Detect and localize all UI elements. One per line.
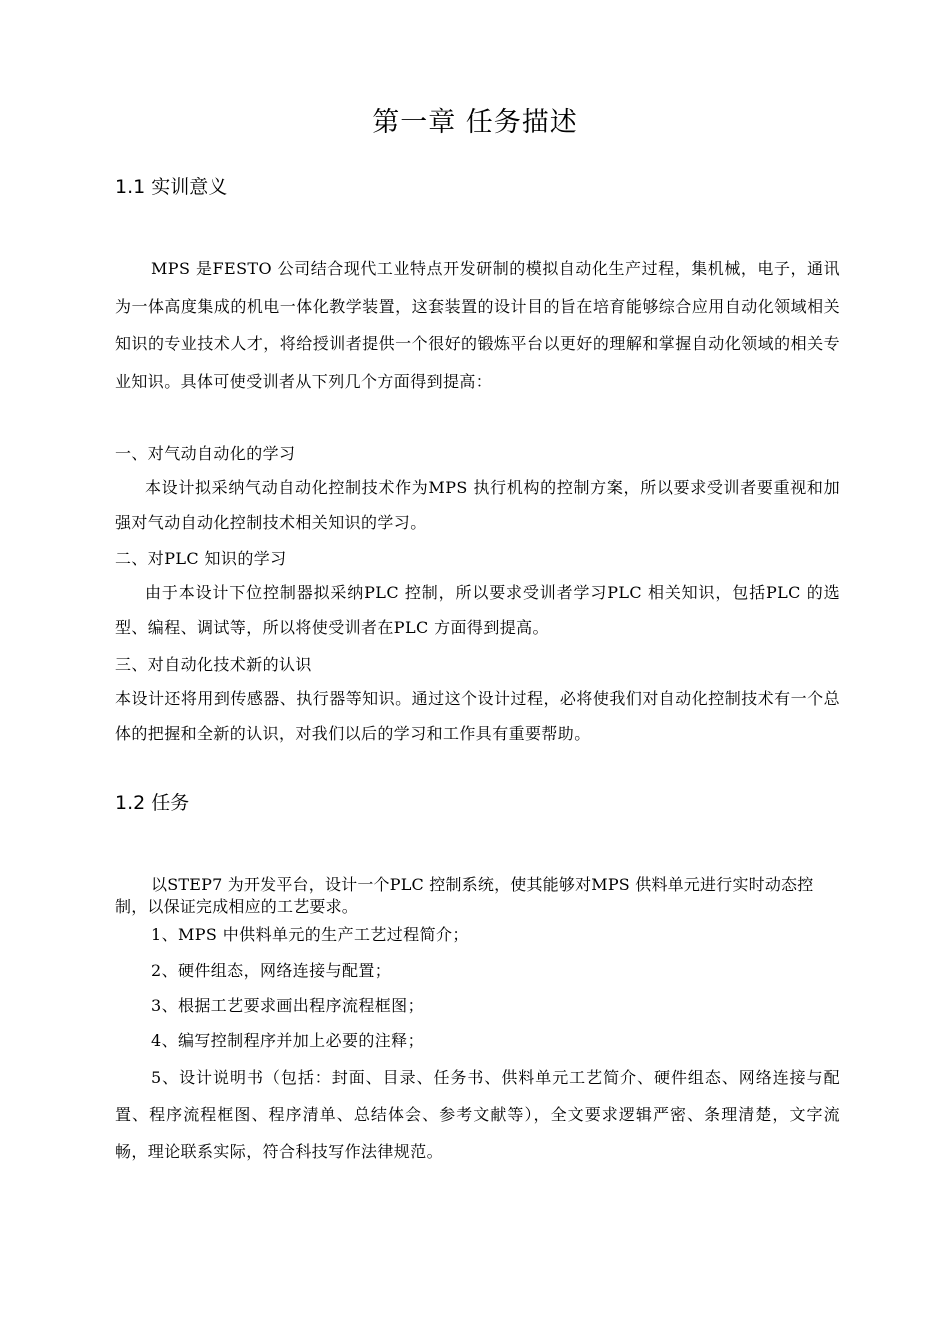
item-3-title: 三、对自动化技术新的认识 — [115, 655, 312, 674]
task-item-4: 4、编写控制程序并加上必要的注释； — [151, 1031, 424, 1050]
task-item-3: 3、根据工艺要求画出程序流程框图； — [151, 996, 424, 1015]
item-2-title: 二、对PLC 知识的学习 — [115, 549, 287, 568]
item-2-body: 由于本设计下位控制器拟采纳PLC 控制，所以要求受训者学习PLC 相关知识，包括PLC 的选型、编程、调试等，所以将使受训者在PLC 方面得到提高。 — [115, 583, 840, 637]
section-heading-1-2: 1.2 任务 — [115, 792, 190, 814]
task-item-2: 2、硬件组态，网络连接与配置； — [151, 961, 392, 980]
chapter-title: 第一章 任务描述 — [372, 107, 578, 138]
task-item-5: 5、设计说明书（包括：封面、目录、任务书、供料单元工艺简介、硬件组态、网络连接与配置、程序流程框图、程序清单、总结体会、参考文献等），全文要求逻辑严密、条理清楚，文字流畅，理论联系实际，符合科技写作法律规范。 — [115, 1068, 840, 1161]
section-1-1-intro: MPS 是FESTO 公司结合现代工业特点开发研制的模拟自动化生产过程，集机械，电子，通讯为一体高度集成的机电一体化教学装置，这套装置的设计目的旨在培育能够综合应用自动化领域相关知识的专业技术人才，将给授训者提供一个很好的锻炼平台以更好的理解和掌握自动化领域的相关专业知识。具体可使受训者从下列几个方面得到提高： — [115, 259, 840, 391]
item-3-body: 本设计还将用到传感器、执行器等知识。通过这个设计过程，必将使我们对自动化控制技术有一个总体的把握和全新的认识，对我们以后的学习和工作具有重要帮助。 — [115, 689, 840, 743]
section-1-2-intro: 以STEP7 为开发平台，设计一个PLC 控制系统，使其能够对MPS 供料单元进行实时动态控制，以保证完成相应的工艺要求。 — [115, 875, 814, 916]
item-1-title: 一、对气动自动化的学习 — [115, 444, 296, 463]
task-item-1: 1、MPS 中供料单元的生产工艺过程简介； — [151, 925, 469, 944]
item-1-body: 本设计拟采纳气动自动化控制技术作为MPS 执行机构的控制方案，所以要求受训者要重视和加强对气动自动化控制技术相关知识的学习。 — [115, 478, 840, 532]
section-heading-1-1: 1.1 实训意义 — [115, 176, 228, 198]
